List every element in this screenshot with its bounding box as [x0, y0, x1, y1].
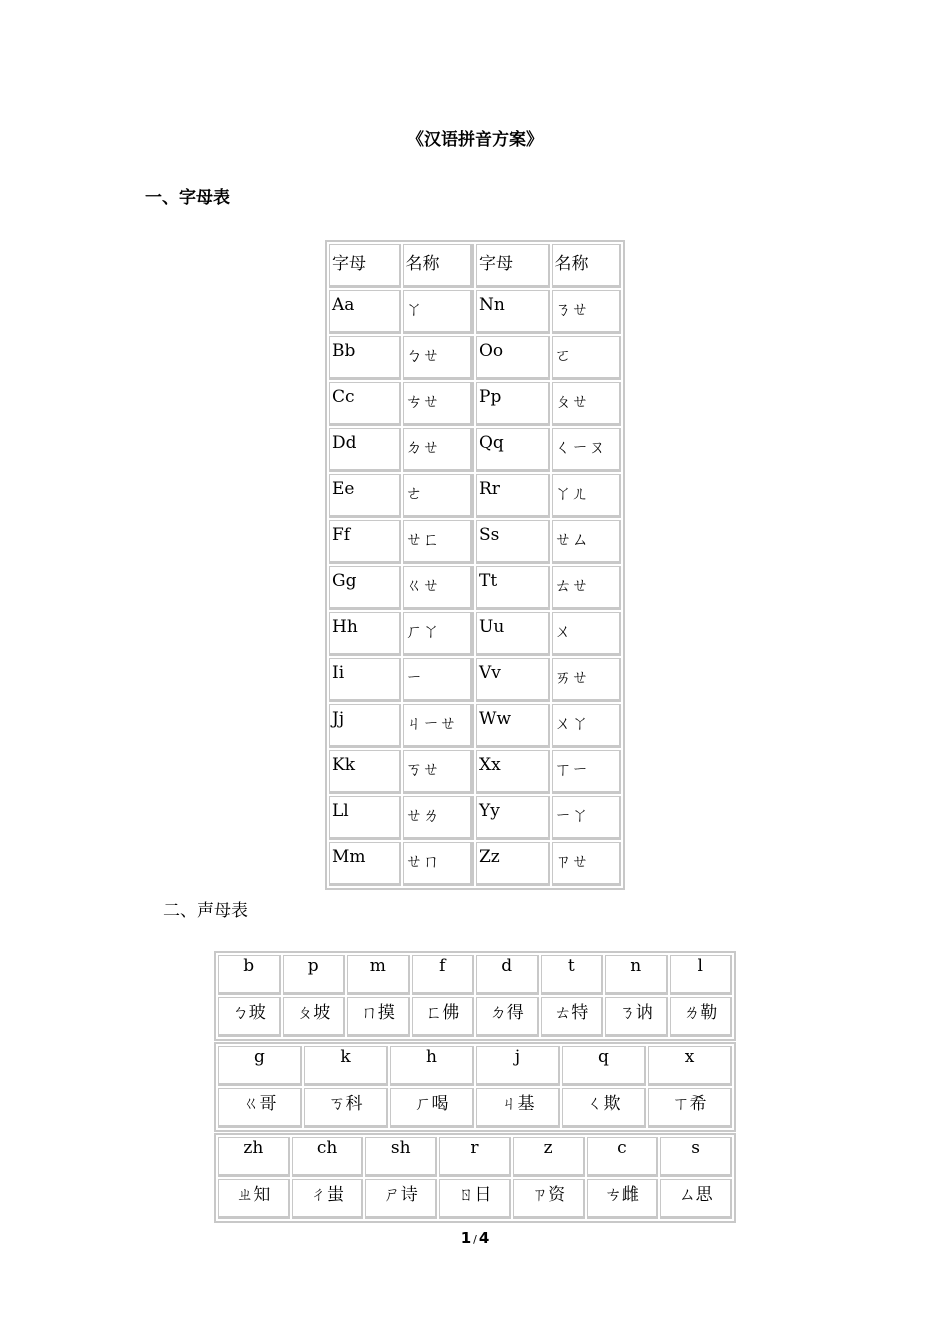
initial-name-cell: ㄎ科 [304, 1088, 388, 1128]
name-cell: ㄋㄝ [552, 290, 622, 334]
letter-cell: Hh [329, 612, 401, 656]
section-heading-initials: 二、声母表 [163, 901, 248, 921]
initial-name-cell: ㄐ基 [476, 1088, 560, 1128]
table-row [329, 336, 621, 380]
letter-cell: Cc [329, 382, 401, 426]
name-cell: ㄚㄦ [552, 474, 622, 518]
initial-letter-cell: p [283, 955, 346, 995]
initial-name-cell: ㄒ希 [648, 1088, 732, 1128]
name-cell: ㄉㄝ [403, 428, 475, 472]
initial-letter-cell: k [304, 1046, 388, 1086]
table-row [218, 1046, 732, 1086]
name-cell: ㄝㄈ [403, 520, 475, 564]
initial-name-cell: ㄗ资 [513, 1179, 585, 1219]
initial-name-cell: ㄑ欺 [562, 1088, 646, 1128]
total-pages: 4 [478, 1229, 490, 1247]
letter-cell: Dd [329, 428, 401, 472]
initial-letter-cell: n [605, 955, 668, 995]
letter-cell: Mm [329, 842, 401, 886]
name-cell: ㄆㄝ [552, 382, 622, 426]
initial-name-cell: ㄋ讷 [605, 997, 668, 1037]
table-header-row [329, 244, 621, 288]
initial-letter-cell: b [218, 955, 281, 995]
initial-letter-cell: g [218, 1046, 302, 1086]
initial-letter-cell: m [347, 955, 410, 995]
header-cell: 字母 [476, 244, 550, 288]
table-row [329, 612, 621, 656]
section-heading-alphabet: 一、字母表 [145, 188, 230, 208]
name-cell: ㄨㄚ [552, 704, 622, 748]
initial-letter-cell: d [476, 955, 539, 995]
initial-letter-cell: l [670, 955, 733, 995]
initial-name-cell: ㄔ蚩 [292, 1179, 364, 1219]
letter-cell: Tt [476, 566, 550, 610]
name-cell: ㄝㄇ [403, 842, 475, 886]
letter-cell: Zz [476, 842, 550, 886]
name-cell: ㄝㄙ [552, 520, 622, 564]
letter-cell: Ee [329, 474, 401, 518]
initials-table-3 [214, 1133, 736, 1223]
name-cell: ㄧ [403, 658, 475, 702]
document-title: 《汉语拼音方案》 [407, 130, 543, 150]
initial-name-cell: ㄍ哥 [218, 1088, 302, 1128]
table-row [329, 428, 621, 472]
name-cell: ㄅㄝ [403, 336, 475, 380]
initial-letter-cell: sh [365, 1137, 437, 1177]
name-cell: ㄊㄝ [552, 566, 622, 610]
table-row [329, 750, 621, 794]
table-row [329, 842, 621, 886]
table-row [329, 474, 621, 518]
table-row [329, 704, 621, 748]
table-row [329, 520, 621, 564]
letter-cell: Ss [476, 520, 550, 564]
initial-letter-cell: f [412, 955, 475, 995]
initial-letter-cell: r [439, 1137, 511, 1177]
initial-name-cell: ㄌ勒 [670, 997, 733, 1037]
initial-name-cell: ㄉ得 [476, 997, 539, 1037]
table-row [329, 290, 621, 334]
initial-name-cell: ㄖ日 [439, 1179, 511, 1219]
name-cell: ㄐㄧㄝ [403, 704, 475, 748]
name-cell: ㄏㄚ [403, 612, 475, 656]
name-cell: ㄒㄧ [552, 750, 622, 794]
current-page: 1 [460, 1229, 472, 1247]
letter-cell: Aa [329, 290, 401, 334]
letter-cell: Xx [476, 750, 550, 794]
table-row [218, 1137, 732, 1177]
initial-name-cell: ㄏ喝 [390, 1088, 474, 1128]
name-cell: ㄨ [552, 612, 622, 656]
initial-letter-cell: h [390, 1046, 474, 1086]
initials-table-1 [214, 951, 736, 1041]
initial-letter-cell: c [587, 1137, 659, 1177]
initial-name-cell: ㄊ特 [541, 997, 604, 1037]
letter-cell: Oo [476, 336, 550, 380]
letter-cell: Kk [329, 750, 401, 794]
name-cell: ㄑㄧㄡ [552, 428, 622, 472]
header-cell: 字母 [329, 244, 401, 288]
name-cell: ㄍㄝ [403, 566, 475, 610]
name-cell: ㄜ [403, 474, 475, 518]
initials-table-2 [214, 1042, 736, 1132]
name-cell: ㄎㄝ [403, 750, 475, 794]
alphabet-table [325, 240, 625, 890]
table-row [329, 796, 621, 840]
letter-cell: Qq [476, 428, 550, 472]
letter-cell: Ww [476, 704, 550, 748]
table-row [329, 658, 621, 702]
letter-cell: Pp [476, 382, 550, 426]
letter-cell: Nn [476, 290, 550, 334]
initial-name-cell: ㄈ佛 [412, 997, 475, 1037]
initial-name-cell: ㄆ坡 [283, 997, 346, 1037]
name-cell: ㄝㄌ [403, 796, 475, 840]
letter-cell: Uu [476, 612, 550, 656]
table-row [329, 382, 621, 426]
initial-letter-cell: zh [218, 1137, 290, 1177]
letter-cell: Ll [329, 796, 401, 840]
name-cell: ㄘㄝ [403, 382, 475, 426]
letter-cell: Jj [329, 704, 401, 748]
header-cell: 名称 [403, 244, 475, 288]
name-cell: ㄗㄝ [552, 842, 622, 886]
name-cell: ㄧㄚ [552, 796, 622, 840]
letter-cell: Yy [476, 796, 550, 840]
table-row [329, 566, 621, 610]
letter-cell: Gg [329, 566, 401, 610]
letter-cell: Bb [329, 336, 401, 380]
initial-name-cell: ㄙ思 [660, 1179, 732, 1219]
page-separator: / [473, 1233, 477, 1246]
table-row [218, 1179, 732, 1219]
initial-letter-cell: z [513, 1137, 585, 1177]
table-row [218, 955, 732, 995]
letter-cell: Ii [329, 658, 401, 702]
initial-letter-cell: j [476, 1046, 560, 1086]
header-cell: 名称 [552, 244, 622, 288]
name-cell: ㄚ [403, 290, 475, 334]
letter-cell: Rr [476, 474, 550, 518]
initial-letter-cell: ch [292, 1137, 364, 1177]
initial-letter-cell: q [562, 1046, 646, 1086]
initial-letter-cell: t [541, 955, 604, 995]
initial-letter-cell: s [660, 1137, 732, 1177]
page-number [0, 1229, 950, 1247]
initial-name-cell: ㄘ雌 [587, 1179, 659, 1219]
initial-name-cell: ㄓ知 [218, 1179, 290, 1219]
table-row [218, 997, 732, 1037]
name-cell: ㄛ [552, 336, 622, 380]
letter-cell: Vv [476, 658, 550, 702]
letter-cell: Ff [329, 520, 401, 564]
initial-name-cell: ㄇ摸 [347, 997, 410, 1037]
initial-name-cell: ㄅ玻 [218, 997, 281, 1037]
table-row [218, 1088, 732, 1128]
name-cell: ㄞㄝ [552, 658, 622, 702]
initial-letter-cell: x [648, 1046, 732, 1086]
initial-name-cell: ㄕ诗 [365, 1179, 437, 1219]
